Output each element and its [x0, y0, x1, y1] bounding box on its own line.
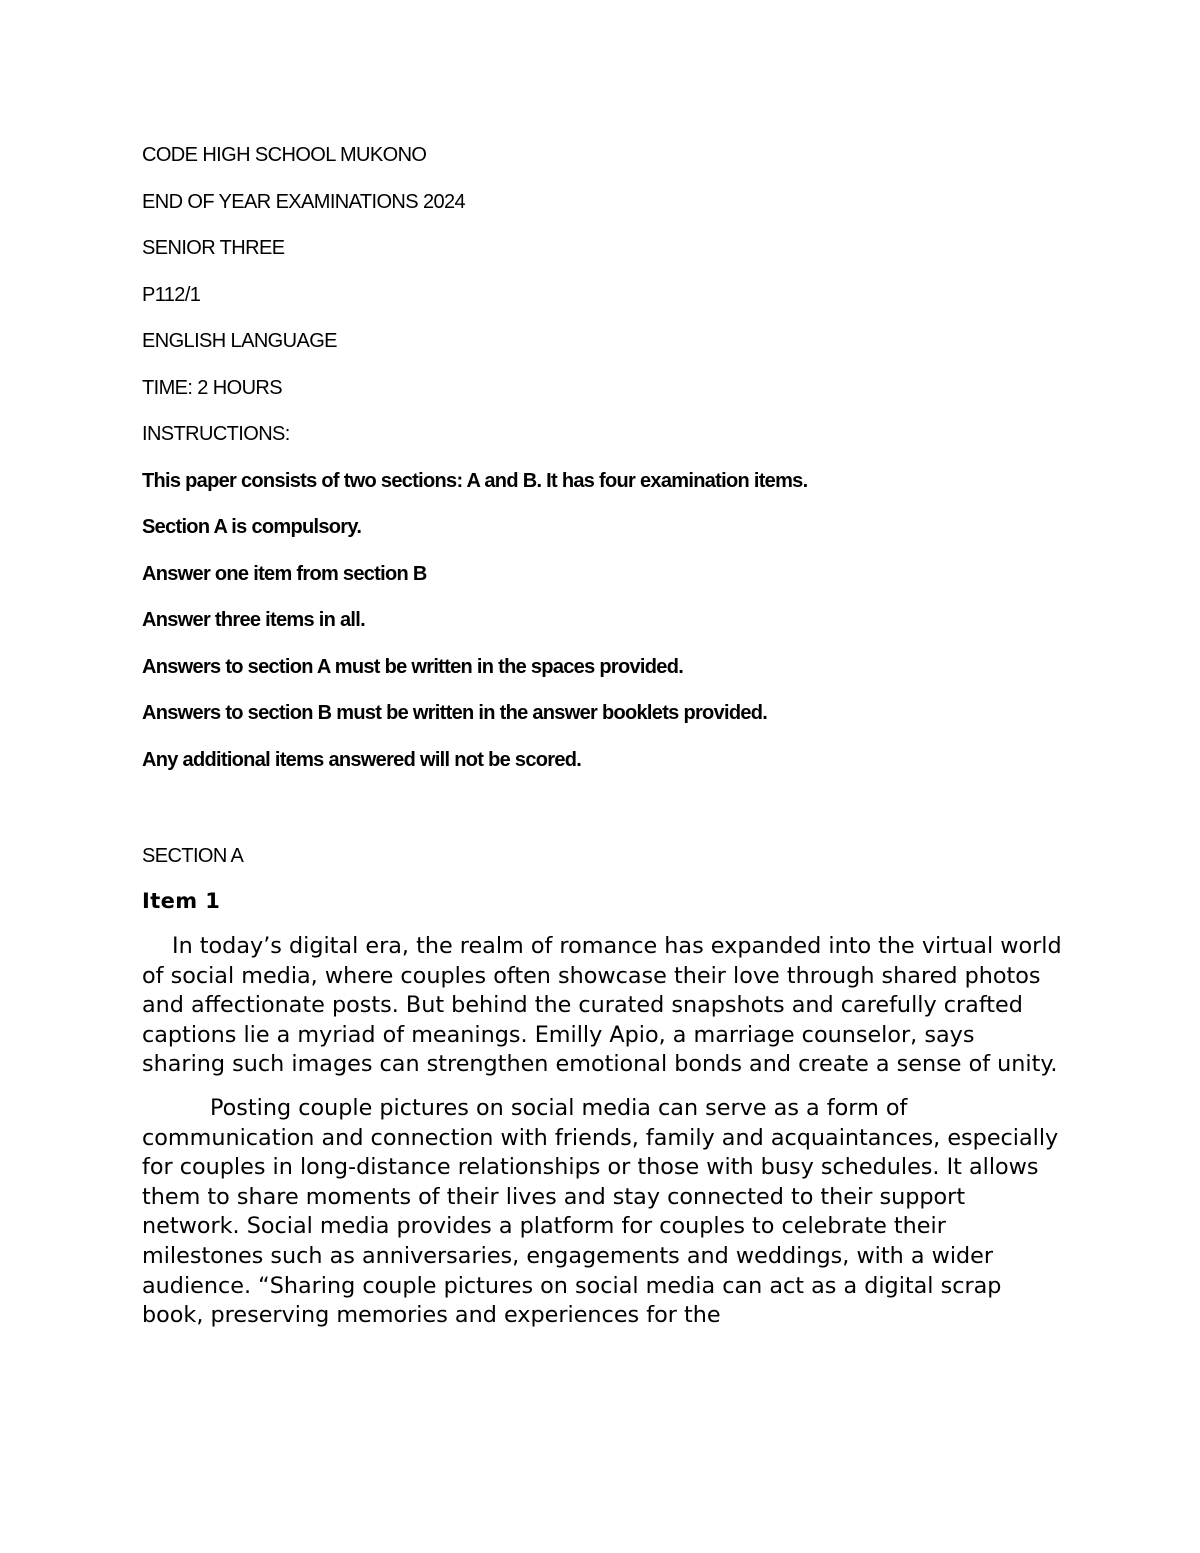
exam-duration: TIME: 2 HOURS — [142, 376, 282, 399]
school-name: CODE HIGH SCHOOL MUKONO — [142, 144, 427, 166]
section-title: SECTION A — [142, 845, 244, 867]
instruction-line: Section A is compulsory. — [142, 516, 362, 538]
instructions-label: INSTRUCTIONS: — [142, 423, 290, 445]
exam-header — [142, 140, 1072, 791]
instruction-line: Answer three items in all. — [142, 609, 365, 631]
reading-passage — [142, 932, 1062, 1345]
passage-paragraph: In today’s digital era, the realm of romance has expanded into the virtual world of social media, where couples often showcase their love through shared photos and affectionate posts. But behind the curated snapshots and carefully crafted captions lie a myriad of meanings. Emilly Apio, a marriage counselor, says sharing such images can strengthen emotional bonds and create a sense of unity. — [142, 933, 1062, 1078]
instruction-line: Any additional items answered will not be scored. — [142, 748, 582, 771]
instruction-line: Answer one item from section B — [142, 562, 427, 585]
exam-title: END OF YEAR EXAMINATIONS 2024 — [142, 190, 466, 213]
subject-name: ENGLISH LANGUAGE — [142, 330, 337, 352]
paper-code: P112/1 — [142, 283, 201, 306]
instruction-line: This paper consists of two sections: A and B. It has four examination items. — [142, 469, 808, 492]
instruction-line: Answers to section A must be written in the spaces provided. — [142, 655, 684, 678]
instruction-line: Answers to section B must be written in the answer booklets provided. — [142, 702, 768, 724]
passage-paragraph: Posting couple pictures on social media can serve as a form of communication and connection with friends, family and acquaintances, especially for couples in long-distance relationships or those with busy schedules. It allows them to share moments of their lives and stay connected to their support network. Social media provides a platform for couples to celebrate their milestones such as anniversaries, engagements and weddings, with a wider audience. “Sharing couple pictures on social media can act as a digital scrap book, preserving memories and experiences for the — [142, 1094, 1059, 1329]
item-heading: Item 1 — [142, 889, 221, 913]
class-level: SENIOR THREE — [142, 237, 285, 259]
